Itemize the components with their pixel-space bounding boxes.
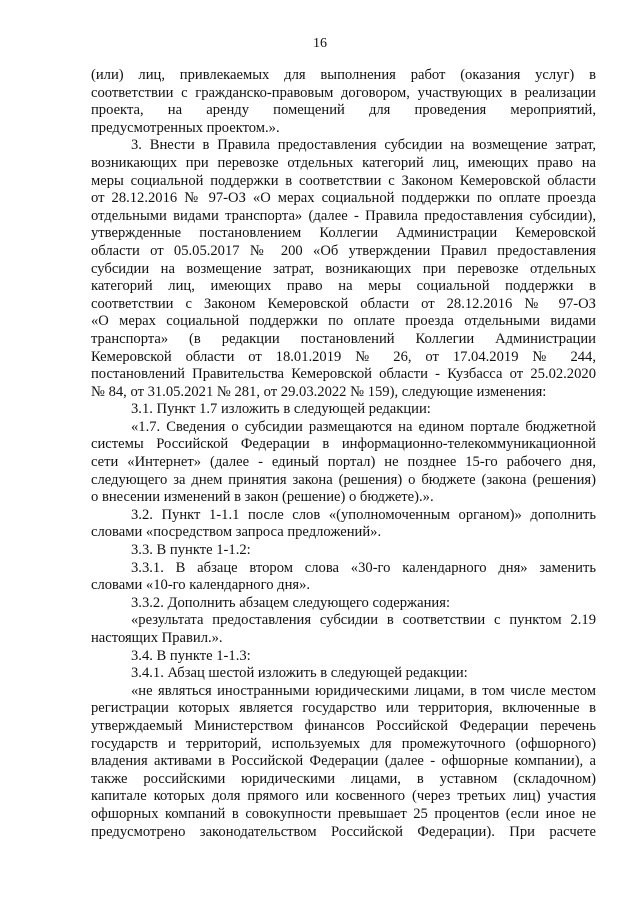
text-line: о внесении изменений в закон (решение) о бюджете).». — [91, 489, 434, 506]
text-line: словами «посредством запроса предложений». — [91, 524, 382, 541]
text-line: № 84, от 31.05.2021 № 281, от 29.03.2022 № 159), следующие изменения: — [91, 383, 547, 400]
text-line: 3.2. Пункт 1-1.1 после слов «(уполномоченным органом)» дополнить — [131, 506, 596, 523]
text-line: соответствии с Законом Кемеровской области от 28.12.2016 № 97-ОЗ — [91, 295, 596, 312]
text-line: 3.3.1. В абзаце втором слова «30-го календарного дня» заменить — [131, 559, 596, 576]
text-line: постановлений Правительства Кемеровской области - Кузбасса от 25.02.2020 — [91, 366, 596, 383]
text-line: категорий лиц, имеющих право на меры социальной поддержки в — [91, 278, 596, 295]
text-line: «не являться иностранными юридическими лицами, в том числе местом — [131, 682, 596, 699]
text-line: следующего за днем принятия закона (решения) о бюджете (закона (решения) — [91, 471, 596, 488]
text-line: капитале которых доля прямого или косвенного (через третьих лиц) участия — [91, 788, 596, 805]
text-line: меры социальной поддержки в соответствии с Законом Кемеровской области — [91, 172, 596, 189]
text-line: словами «10-го календарного дня». — [91, 577, 311, 594]
text-line: субсидии на возмещение затрат, возникающих при перевозке отдельных — [91, 260, 596, 277]
text-line: соответствии с гражданско-правовым договором, участвующих в реализации — [91, 84, 596, 101]
text-line: 3.4.1. Абзац шестой изложить в следующей редакции: — [131, 665, 468, 682]
text-line: утверждаемый Министерством финансов Российской Федерации перечень — [91, 717, 596, 734]
text-line: 3.4. В пункте 1-1.3: — [131, 647, 251, 664]
text-line: от 28.12.2016 № 97-ОЗ «О мерах социальной поддержки по оплате проезда — [91, 190, 596, 207]
text-line: Кемеровской области от 18.01.2019 № 26, от 17.04.2019 № 244, — [91, 348, 596, 365]
text-line: 3.3. В пункте 1-1.2: — [131, 542, 251, 559]
text-line: государств и территорий, используемых для промежуточного (офшорного) — [91, 735, 596, 752]
text-line: также российскими юридическими лицами, в уставном (складочном) — [91, 770, 596, 787]
text-line: (или) лиц, привлекаемых для выполнения работ (оказания услуг) в — [91, 67, 596, 83]
text-line: 3.1. Пункт 1.7 изложить в следующей редакции: — [131, 401, 431, 418]
text-line: владения активами в Российской Федерации (далее - офшорные компании), а — [91, 753, 596, 770]
text-line: возникающих при перевозке отдельных категорий лиц, имеющих право на — [91, 154, 596, 171]
page-number: 16 — [313, 36, 327, 51]
text-line: сети «Интернет» (далее - единый портал) не позднее 15-го рабочего дня, — [91, 454, 596, 471]
text-line: офшорных компаний в совокупности превышает 25 процентов (если иное не — [91, 805, 596, 822]
text-line: транспорта» (в редакции постановлений Коллегии Администрации — [91, 330, 596, 347]
text-line: предусмотрено законодательством Российской Федерации). При расчете — [91, 823, 596, 840]
text-line: «результата предоставления субсидии в соответствии с пунктом 2.19 — [131, 612, 596, 629]
text-line: системы Российской Федерации в информационно-телекоммуникационной — [91, 436, 596, 453]
text-line: отдельными видами транспорта» (далее - Правила предоставления субсидии), — [91, 207, 596, 224]
text-line: «1.7. Сведения о субсидии размещаются на едином портале бюджетной — [131, 418, 596, 435]
text-line: предусмотренных проектом.». — [91, 119, 280, 136]
text-line: проекта, на аренду помещений для проведения мероприятий, — [91, 102, 596, 119]
text-line: регистрации которых является государство или территория, включенные в — [91, 700, 596, 717]
text-line: утвержденные постановлением Коллегии Администрации Кемеровской — [91, 225, 596, 242]
text-line: «О мерах социальной поддержки по оплате проезда отдельными видами — [91, 313, 596, 330]
text-line: области от 05.05.2017 № 200 «Об утверждении Правил предоставления — [91, 242, 596, 259]
document-body — [91, 67, 596, 841]
text-line: 3. Внести в Правила предоставления субсидии на возмещение затрат, — [131, 137, 596, 154]
text-line: 3.3.2. Дополнить абзацем следующего содержания: — [131, 594, 451, 611]
text-line: настоящих Правил.». — [91, 630, 223, 646]
